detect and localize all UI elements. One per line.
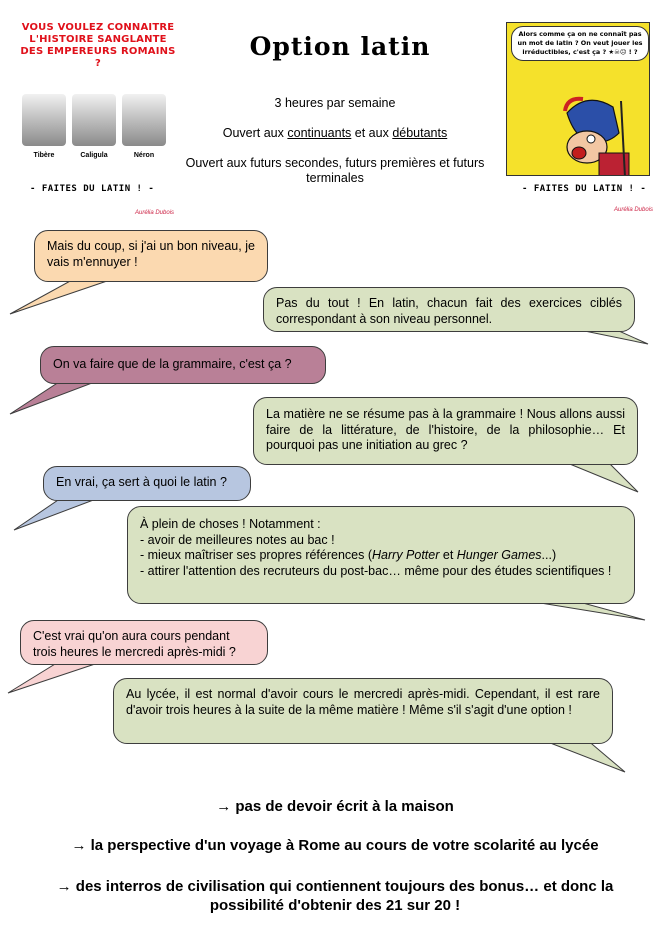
comic-speech: Alors comme ça on ne connaît pas un mot de latin ? On veut jouer les irréductibles, c'est ça ? ★☠☹ ! ? [511,26,649,61]
answer-list-item: - attirer l'attention des recruteurs du post-bac… même pour des études scientifiques ! [140,563,612,578]
question-text: C'est vrai qu'on aura cours pendant trois heures le mercredi après-midi ? [33,629,236,659]
question-bubble-4 [20,620,268,665]
answer-intro: À plein de choses ! Notamment : [140,517,321,531]
point-no-homework: → pas de devoir écrit à la maison [216,798,454,815]
continuants-word: continuants [287,126,352,140]
bust-label: Tibère [33,152,55,159]
answer-list-item: - avoir de meilleures notes au bac ! [140,532,335,547]
answer-list-item [140,548,622,564]
answer-bubble-1 [263,287,635,332]
slogan-right: - FAITES DU LATIN ! - [522,184,647,194]
question-bubble-3 [43,466,251,501]
question-bubble-2 [40,346,326,384]
answer-text: La matière ne se résume pas à la grammaire ! Nous allons aussi faire de la littérature, de l'histoire, de la philosophie… Et pourquoi pas une initiation au grec ? [266,407,625,452]
answer-bubble-3 [127,506,635,604]
question-text: On va faire que de la grammaire, c'est ça ? [53,357,292,371]
hours-text: 3 heures par semaine [274,96,396,110]
headline-line-1: VOUS VOULEZ CONNAITRE [21,22,175,33]
answer-bubble-4 [113,678,613,744]
signature-right: Aurélia Dubois [614,207,654,213]
headline-line-2: L'HISTOIRE SANGLANTE [29,34,167,45]
item-text: ...) [541,548,557,562]
open-mid: et aux [351,126,393,140]
question-text: Mais du coup, si j'ai un bon niveau, je vais m'ennuyer ! [47,239,255,269]
open-prefix: Ouvert aux [222,126,288,140]
slogan-left: - FAITES DU LATIN ! - [30,184,155,194]
bust-label: Caligula [80,152,108,159]
signature-left: Aurélia Dubois [135,210,175,216]
question-text: En vrai, ça sert à quoi le latin ? [56,475,227,489]
answer-bubble-2 [253,397,638,465]
bust-label: Néron [133,152,155,159]
answer-text: Pas du tout ! En latin, chacun fait des exercices ciblés correspondant à son niveau personnel. [276,296,622,326]
question-bubble-1 [34,230,268,282]
page-title: Option latin [249,32,431,61]
answer-text: Au lycée, il est normal d'avoir cours le mercredi après-midi. Cependant, il est rare d'avoir trois heures à la suite de la même matière ! Même s'il s'agit d'une option ! [126,687,600,717]
debutants-word: débutants [392,126,448,140]
point-bonus-grades: → des interros de civilisation qui contiennent toujours des bonus… et donc la possibilité d'obtenir des 21 sur 20 ! [56,878,614,914]
book-title: Hunger Games [456,548,542,562]
item-text: et [439,548,457,562]
point-rome-trip: → la perspective d'un voyage à Rome au cours de votre scolarité au lycée [71,837,599,854]
book-title: Harry Potter [372,548,440,562]
headline-line-3: DES EMPEREURS ROMAINS ? [20,46,176,69]
futures-text: Ouvert aux futurs secondes, futurs premières et futurs terminales [185,156,485,185]
item-text: - mieux maîtriser ses propres références ( [140,548,373,562]
